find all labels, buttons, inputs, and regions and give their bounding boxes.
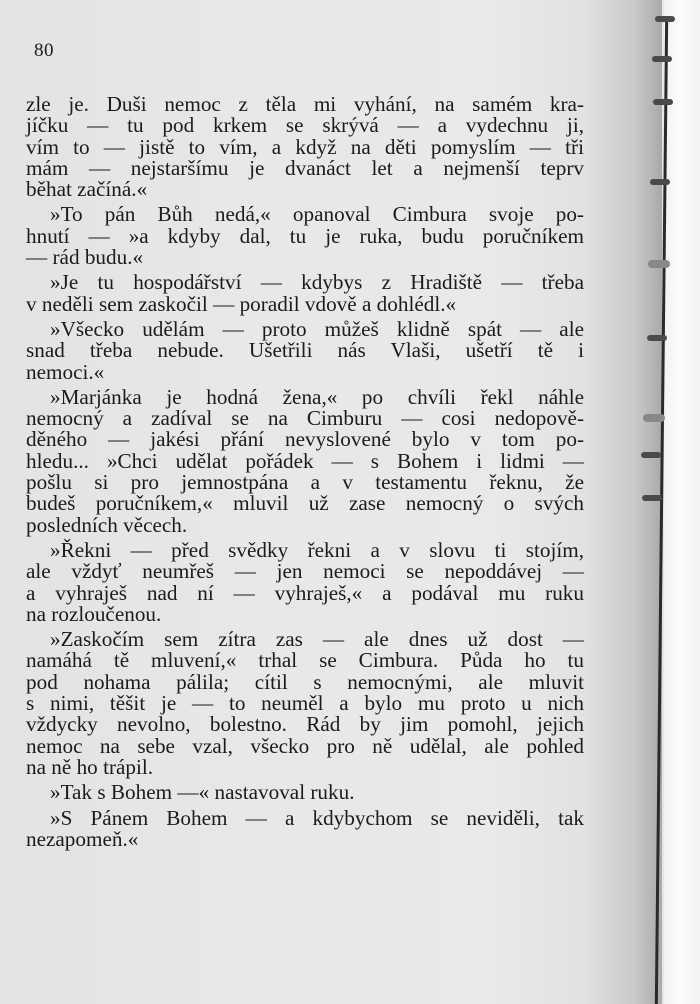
stitch-icon [653, 99, 673, 105]
paragraph [26, 805, 584, 851]
text-line: nemoc na sebe vzal, všecko pro ně udělal, ale pohled [26, 733, 584, 758]
text-line: hledu... »Chci udělat pořádek — s Bohem i lidmi — [26, 448, 584, 473]
paragraph [26, 94, 584, 200]
stitch-icon [641, 452, 661, 458]
text-line: »To pán Bůh nedá,« opanoval Cimbura svoje po- [50, 202, 584, 227]
text-line: nemocný a zadíval se na Cimburu — cosi nedopově- [26, 406, 584, 431]
text-line: nezapomeň.« [26, 826, 139, 851]
stitch-knot-icon [648, 260, 670, 268]
text-line: vím to — jistě to vím, a když na děti pomyslím — tři [26, 134, 584, 159]
stitch-icon [652, 56, 672, 62]
text-line: hnutí — »a kdyby dal, tu je ruka, budu poručníkem [26, 223, 584, 248]
text-line: v neděli sem zaskočil — poradil vdově a dohlédl.« [26, 291, 457, 316]
adjacent-page-edge [664, 0, 700, 1004]
paragraph [26, 782, 584, 803]
text-line: — rád budu.« [26, 245, 144, 270]
text-line: »Marjánka je hodná žena,« po chvíli řekl náhle [50, 384, 584, 409]
text-line: »Zaskočím sem zítra zas — ale dnes už dost — [50, 627, 584, 652]
stitch-icon [650, 179, 670, 185]
text-line: pošlu si pro jemnostpána a v testamentu řeknu, že [26, 470, 584, 495]
text-line: na rozloučenou. [26, 601, 162, 626]
text-line: děného — jakési přání nevyslovené bylo v tom po- [26, 427, 584, 452]
text-line: jíčku — tu pod krkem se skrývá — a vydechnu ji, [26, 113, 584, 138]
text-line: na ně ho trápil. [26, 754, 154, 779]
text-line: »Všecko udělám — proto můžeš klidně spát — ale [50, 316, 584, 341]
stitch-icon [655, 16, 675, 22]
stitch-knot-icon [643, 414, 665, 422]
text-line: ale vždyť neumřeš — jen nemoci se nepoddávej — [26, 559, 584, 584]
text-line: běhat začíná.« [26, 177, 148, 202]
text-line: »Tak s Bohem —« nastavoval ruku. [50, 780, 355, 805]
paragraph [26, 316, 584, 384]
text-line: »S Pánem Bohem — a kdybychom se neviděli, tak [50, 805, 584, 830]
paragraph [26, 384, 584, 537]
text-line: namáhá tě mluvení,« trhal se Cimbura. Půda ho tu [26, 648, 584, 673]
text-line: posledních věcech. [26, 512, 188, 537]
paragraph [26, 629, 584, 778]
paragraph [26, 272, 584, 315]
text-line: a vyhraješ nad ní — vyhraješ,« a podával mu ruku [26, 580, 584, 605]
text-line: pod nohama pálila; cítil s nemocnými, ale mluvit [26, 669, 584, 694]
text-line: »Řekni — před svědky řekni a v slovu ti stojím, [50, 537, 584, 562]
body-text [26, 94, 584, 850]
text-line: mám — nejstaršímu je dvanáct let a nejmenší teprv [26, 155, 584, 180]
stitch-icon [647, 335, 667, 341]
text-line: »Je tu hospodářství — kdybys z Hradiště — třeba [50, 270, 584, 295]
text-line: budeš poručníkem,« mluvil už zase nemocný o svých [26, 491, 584, 516]
page-number: 80 [34, 40, 54, 61]
text-line: s nimi, těšit je — to neuměl a bylo mu proto u nich [26, 691, 584, 716]
paragraph [26, 537, 584, 626]
text-line: snad třeba nebude. Ušetřili nás Vlaši, ušetří tě i [26, 338, 584, 363]
text-line: vždycky nevolno, bolestno. Rád by jim pomohl, jejich [26, 712, 584, 737]
text-line: nemoci.« [26, 359, 105, 384]
paragraph [26, 204, 584, 268]
stitch-icon [642, 495, 662, 501]
text-line: zle je. Duši nemoc z těla mi vyhání, na samém kra- [26, 92, 584, 116]
